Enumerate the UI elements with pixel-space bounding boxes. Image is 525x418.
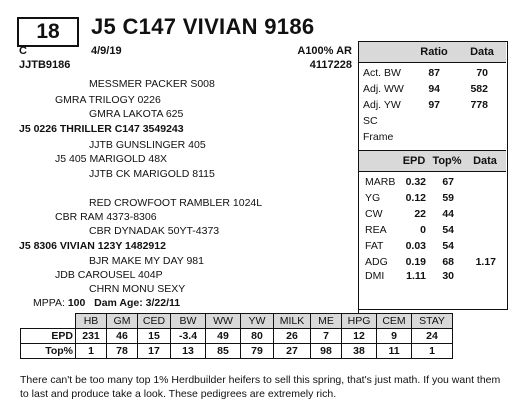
epd-table — [20, 313, 453, 359]
pedigree-sire-dam-sire: JJTB GUNSLINGER 405 — [89, 139, 206, 151]
carcass-row-top: 68 — [442, 256, 454, 268]
carcass-row-label: MARB — [365, 176, 396, 188]
pedigree-sire-dam-dam: JJTB CK MARIGOLD 8115 — [89, 168, 215, 180]
epd-col-header: ME — [311, 314, 342, 329]
pedigree-dam-dam: JDB CAROUSEL 404P — [55, 269, 163, 281]
carcass-row-label: REA — [365, 224, 387, 236]
top-header: Top% — [432, 155, 462, 167]
carcass-row-top: 54 — [442, 224, 454, 236]
pedigree-dam-dam-dam: CHRN MONU SEXY — [89, 283, 186, 295]
top-value: 1 — [412, 344, 453, 359]
epd-col-header: BW — [171, 314, 206, 329]
pedigree-dam: J5 8306 VIVIAN 123Y 1482912 — [19, 240, 166, 252]
carcass-row-epd: 0.19 — [405, 256, 426, 268]
ratio-row-label: Frame — [363, 131, 394, 143]
carcass-row-top: 59 — [442, 192, 454, 204]
mppa-value: 100 — [67, 297, 86, 309]
carcass-row-top: 67 — [442, 176, 454, 188]
pedigree-dam-sire-sire: RED CROWFOOT RAMBLER 1024L — [89, 197, 263, 209]
ratio-row-label: Act. BW — [363, 67, 401, 79]
ratio-row-data: 582 — [470, 83, 488, 95]
top-value: 38 — [342, 344, 377, 359]
pedigree-sire-sire-dam: GMRA LAKOTA 625 — [89, 108, 184, 120]
top-value: 27 — [274, 344, 311, 359]
epd-col-header: GM — [107, 314, 138, 329]
ratio-row-label: Adj. WW — [363, 83, 404, 95]
carcass-row-top: 44 — [442, 208, 454, 220]
ratio-row-label: SC — [363, 115, 378, 127]
carcass-row-epd: 0 — [420, 224, 426, 236]
top-value: 11 — [377, 344, 412, 359]
top-value: 79 — [241, 344, 274, 359]
lot-number: 18 — [17, 17, 79, 47]
ratio-row-data: 70 — [476, 67, 488, 79]
pedigree-dam-dam-sire: BJR MAKE MY DAY 981 — [89, 255, 204, 267]
epd-row-label: EPD — [21, 329, 76, 344]
carcass-row-label: FAT — [365, 240, 384, 252]
sex: C — [19, 45, 27, 57]
epd-value: 24 — [412, 329, 453, 344]
epd-col-header: YW — [241, 314, 274, 329]
tattoo: JJTB9186 — [19, 59, 71, 71]
epd-col-header: CED — [138, 314, 171, 329]
epd-col-header: CEM — [377, 314, 412, 329]
dam-age-value: 3/22/11 — [145, 297, 181, 309]
top-row-label: Top% — [21, 344, 76, 359]
pedigree-dam-sire-dam: CBR DYNADAK 50YT-4373 — [89, 225, 220, 237]
ratio-header-rule — [359, 62, 506, 63]
epd-col-header: HPG — [342, 314, 377, 329]
carcass-row-label: ADG — [365, 256, 388, 268]
top-value: 85 — [206, 344, 241, 359]
epd-value: 26 — [274, 329, 311, 344]
carcass-row-label: YG — [365, 192, 381, 204]
epd-table-header-row — [21, 314, 453, 329]
epd-value: -3.4 — [171, 329, 206, 344]
mppa-label: MPPA: — [33, 297, 65, 309]
epd-header: EPD — [402, 155, 426, 167]
epd-col-header: HB — [76, 314, 107, 329]
ratio-header: Ratio — [420, 46, 448, 58]
carcass-row-epd: 0.12 — [405, 192, 426, 204]
ratio-row-data: 778 — [470, 99, 488, 111]
pedigree-dam-sire: CBR RAM 4373-8306 — [55, 211, 157, 223]
epd-table-corner — [21, 314, 76, 329]
carcass-row-label: CW — [365, 208, 383, 220]
epd-value: 231 — [76, 329, 107, 344]
epd-value: 12 — [342, 329, 377, 344]
epd-value: 9 — [377, 329, 412, 344]
epd-value: 46 — [107, 329, 138, 344]
top-value: 17 — [138, 344, 171, 359]
top-value: 13 — [171, 344, 206, 359]
birth-date: 4/9/19 — [91, 45, 122, 57]
epd-value: 49 — [206, 329, 241, 344]
panel-divider — [358, 41, 359, 316]
carcass-row-top: 30 — [442, 270, 454, 282]
epd-value: 80 — [241, 329, 274, 344]
carcass-header-rule — [359, 171, 506, 172]
reg-number: 4117228 — [309, 59, 352, 71]
epd-col-header: WW — [206, 314, 241, 329]
carcass-row-epd: 0.32 — [405, 176, 426, 188]
sale-note: There can't be too many top 1% Herdbuilder heifers to sell this spring, that's just math. If you want them to last and produce take a look. These pedigrees are extremely rich. — [20, 374, 501, 400]
epd-row — [21, 329, 453, 344]
mppa-line — [33, 297, 180, 309]
data-header: Data — [473, 155, 497, 167]
epd-value: 7 — [311, 329, 342, 344]
top-value: 78 — [107, 344, 138, 359]
dam-age-label: Dam Age: — [94, 297, 143, 309]
carcass-row-label: DMI — [365, 270, 385, 282]
pedigree-sire-dam: J5 405 MARIGOLD 48X — [55, 153, 168, 165]
animal-name: J5 C147 VIVIAN 9186 — [91, 14, 315, 39]
epd-col-header: STAY — [412, 314, 453, 329]
carcass-row-top: 54 — [442, 240, 454, 252]
ratio-row-label: Adj. YW — [363, 99, 401, 111]
pedigree-sire-sire: GMRA TRILOGY 0226 — [55, 94, 161, 106]
registry: A100% AR — [297, 45, 352, 57]
carcass-row-epd: 0.03 — [405, 240, 426, 252]
carcass-row-data: 1.17 — [475, 256, 496, 268]
top-value: 1 — [76, 344, 107, 359]
pedigree-sire-sire-sire: MESSMER PACKER S008 — [89, 78, 215, 90]
ratio-row-ratio: 94 — [428, 83, 440, 95]
carcass-row-epd: 22 — [414, 208, 426, 220]
ratio-row-ratio: 87 — [428, 67, 440, 79]
pedigree-sire: J5 0226 THRILLER C147 3549243 — [19, 123, 184, 135]
top-value: 98 — [311, 344, 342, 359]
epd-value: 15 — [138, 329, 171, 344]
data-header: Data — [470, 46, 494, 58]
top-row — [21, 344, 453, 359]
carcass-row-epd: 1.11 — [406, 270, 426, 282]
epd-col-header: MILK — [274, 314, 311, 329]
ratio-row-ratio: 97 — [428, 99, 440, 111]
